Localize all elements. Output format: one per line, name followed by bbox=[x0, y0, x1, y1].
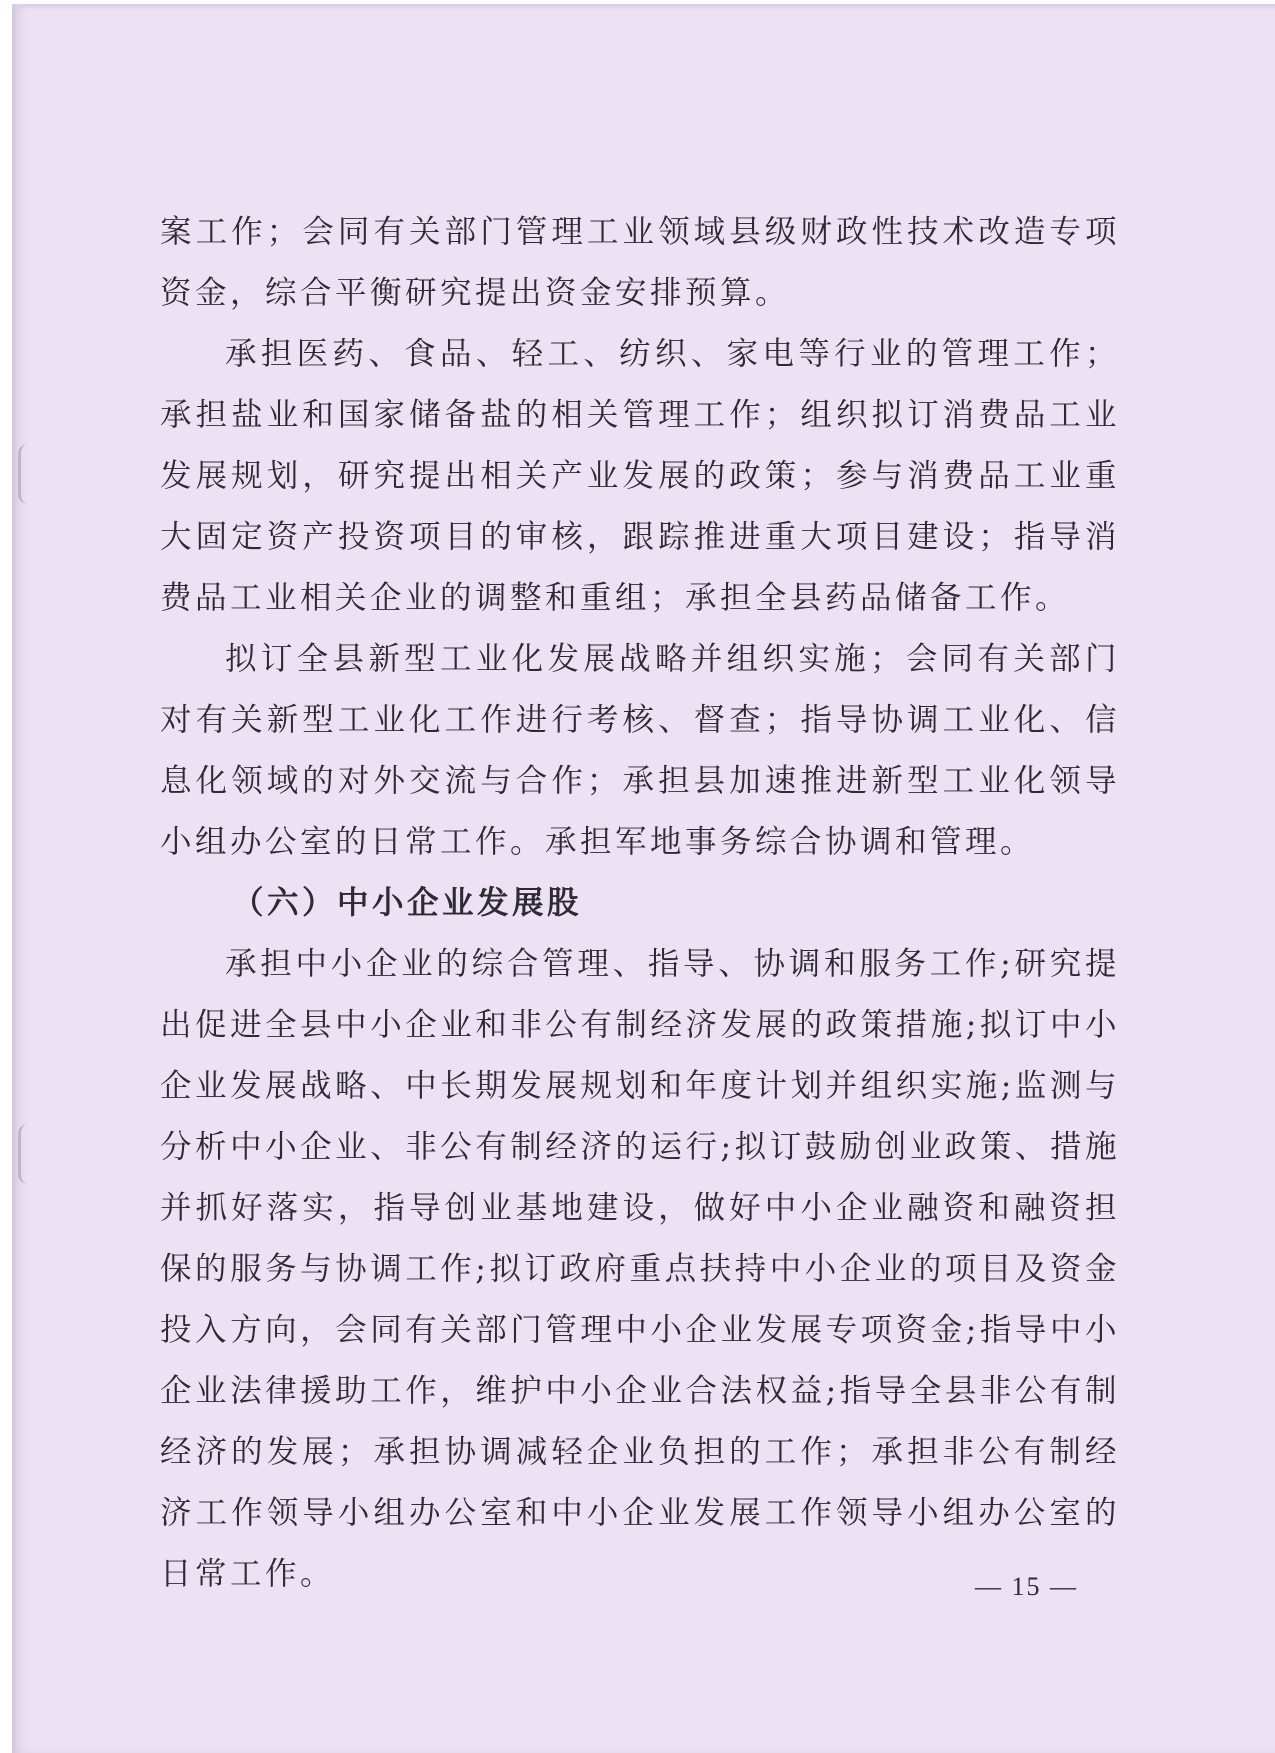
paragraph: 承担中小企业的综合管理、指导、协调和服务工作;研究提出促进全县中小企业和非公有制经济发展的政策措施;拟订中小企业发展战略、中长期发展规划和年度计划并组织实施;监测与分析中小企业、非公有制经济的运行;拟订鼓励创业政策、措施并抓好落实，指导创业基地建设，做好中小企业融资和融资担保的服务与协调工作;拟订政府重点扶持中小企业的项目及资金投入方向，会同有关部门管理中小企业发展专项资金;指导中小企业法律援助工作，维护中小企业合法权益;指导全县非公有制经济的发展；承担协调减轻企业负担的工作；承担非公有制经济工作领导小组办公室和中小企业发展工作领导小组办公室的日常工作。 bbox=[160, 946, 1120, 1592]
paragraph: 案工作；会同有关部门管理工业领域县级财政性技术改造专项资金，综合平衡研究提出资金安排预算。 bbox=[160, 214, 1120, 311]
paragraph: 拟订全县新型工业化发展战略并组织实施；会同有关部门对有关新型工业化工作进行考核、督查；指导协调工业化、信息化领域的对外交流与合作；承担县加速推进新型工业化领导小组办公室的日常工作。承担军地事务综合协调和管理。 bbox=[160, 641, 1120, 860]
binding-hole-mark bbox=[18, 444, 37, 504]
page-number: — 15 — bbox=[975, 1572, 1078, 1601]
section-heading: （六）中小企业发展股 bbox=[232, 885, 583, 921]
binding-hole-mark bbox=[18, 1124, 37, 1184]
document-body bbox=[160, 202, 1120, 1605]
paragraph: 承担医药、食品、轻工、纺织、家电等行业的管理工作；承担盐业和国家储备盐的相关管理工作；组织拟订消费品工业发展规划，研究提出相关产业发展的政策；参与消费品工业重大固定资产投资项目的审核，跟踪推进重大项目建设；指导消费品工业相关企业的调整和重组；承担全县药品储备工作。 bbox=[160, 336, 1120, 616]
